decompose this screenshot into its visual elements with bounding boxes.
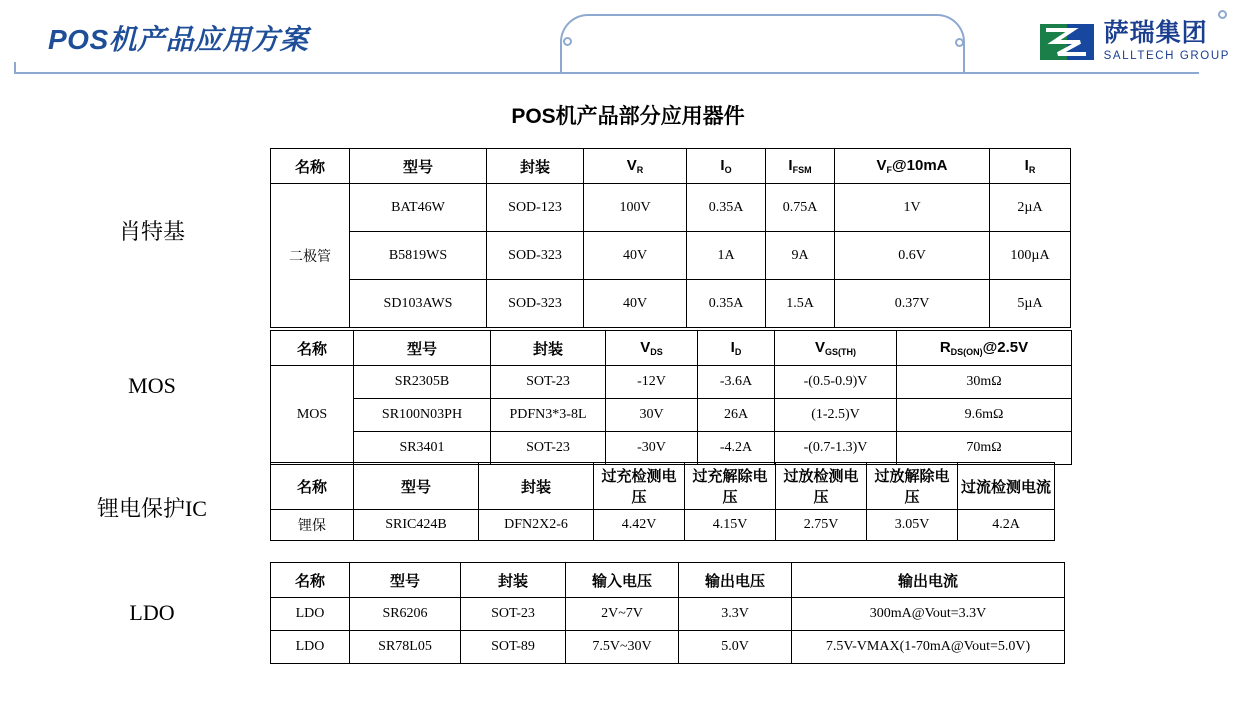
mos-table-wrapper [270, 330, 1072, 465]
cell-io: 1A [687, 232, 766, 280]
bms-table [270, 462, 1055, 541]
cell-output-voltage: 5.0V [679, 631, 792, 664]
company-logo [1038, 20, 1230, 64]
cell-input-voltage: 2V~7V [566, 598, 679, 631]
cell-name: 锂保 [271, 510, 354, 541]
col-header-overcharge-release: 过充解除电压 [685, 463, 776, 510]
cell-name: LDO [271, 631, 350, 664]
table-header-row [271, 563, 1065, 598]
cell-overdischarge-release: 3.05V [867, 510, 958, 541]
logo-company-name-cn: 萨瑞集团 [1103, 19, 1208, 48]
table-row [271, 280, 1071, 328]
section-label-schottky: 肖特基 [118, 219, 185, 244]
section-label-ldo: LDO [129, 600, 175, 625]
cell-model: SRIC424B [354, 510, 479, 541]
table-row [271, 184, 1071, 232]
col-header-model: 型号 [350, 563, 461, 598]
cell-id: -3.6A [698, 366, 775, 399]
ldo-table-wrapper [270, 562, 1065, 664]
cell-input-voltage: 7.5V~30V [566, 631, 679, 664]
col-header-name: 名称 [271, 331, 354, 366]
bms-table-wrapper [270, 462, 1055, 541]
table-row [271, 510, 1055, 541]
cell-package: SOT-89 [461, 631, 566, 664]
col-header-overcurrent-detect: 过流检测电流 [958, 463, 1055, 510]
cell-vf: 1V [835, 184, 990, 232]
cell-vf: 0.6V [835, 232, 990, 280]
section-label-bms: 锂电保护IC [96, 496, 207, 521]
cell-rds: 30mΩ [897, 366, 1072, 399]
col-header-package: 封装 [491, 331, 606, 366]
col-header-name: 名称 [271, 563, 350, 598]
table-row [271, 631, 1065, 664]
cell-vr: 100V [584, 184, 687, 232]
cell-package: SOT-23 [491, 432, 606, 465]
col-header-vr: $V_R$ [584, 149, 687, 184]
col-header-output-current: 输出电流 [792, 563, 1065, 598]
cell-package: SOD-123 [487, 184, 584, 232]
cell-package: SOT-23 [491, 366, 606, 399]
table-row [271, 366, 1072, 399]
col-header-package: 封装 [461, 563, 566, 598]
group-label-mos: MOS [271, 366, 354, 465]
mos-table [270, 330, 1072, 465]
cell-vds: -30V [606, 432, 698, 465]
cell-ifsm: 9A [766, 232, 835, 280]
arc-dot-left-icon [563, 37, 572, 46]
cell-vgs: (1-2.5)V [775, 399, 897, 432]
col-header-input-voltage: 输入电压 [566, 563, 679, 598]
arc-dot-right-icon [955, 38, 964, 47]
col-header-vf: $V_F@10mA$ [835, 149, 990, 184]
cell-output-current: 300mA@Vout=3.3V [792, 598, 1065, 631]
cell-vds: -12V [606, 366, 698, 399]
section-label-mos: MOS [128, 373, 176, 398]
cell-io: 0.35A [687, 184, 766, 232]
col-header-vds: $V_{DS}$ [606, 331, 698, 366]
group-label-diode: 二极管 [271, 184, 350, 328]
table-row [271, 598, 1065, 631]
cell-package: SOD-323 [487, 280, 584, 328]
cell-model: SR78L05 [350, 631, 461, 664]
col-header-package: 封装 [487, 149, 584, 184]
header-divider-cap [14, 62, 16, 74]
cell-model: SR3401 [354, 432, 491, 465]
cell-vr: 40V [584, 280, 687, 328]
table-row [271, 399, 1072, 432]
schottky-table-wrapper [270, 148, 1071, 328]
col-header-output-voltage: 输出电压 [679, 563, 792, 598]
col-header-ir: $I_R$ [990, 149, 1071, 184]
schottky-table [270, 148, 1071, 328]
cell-rds: 9.6mΩ [897, 399, 1072, 432]
col-header-model: 型号 [354, 331, 491, 366]
table-header-row [271, 331, 1072, 366]
page-header [0, 0, 1256, 86]
col-header-id: $I_D$ [698, 331, 775, 366]
cell-ifsm: 0.75A [766, 184, 835, 232]
col-header-overdischarge-detect: 过放检测电压 [776, 463, 867, 510]
cell-rds: 70mΩ [897, 432, 1072, 465]
cell-package: PDFN3*3-8L [491, 399, 606, 432]
cell-overcharge-release: 4.15V [685, 510, 776, 541]
cell-output-current: 7.5V-VMAX(1-70mA@Vout=5.0V) [792, 631, 1065, 664]
col-header-io: $I_O$ [687, 149, 766, 184]
cell-model: SR100N03PH [354, 399, 491, 432]
cell-vf: 0.37V [835, 280, 990, 328]
col-header-vgsth: $V_{GS(TH)}$ [775, 331, 897, 366]
table-row [271, 432, 1072, 465]
table-header-row [271, 149, 1071, 184]
cell-output-voltage: 3.3V [679, 598, 792, 631]
col-header-ifsm: $I_{FSM}$ [766, 149, 835, 184]
col-header-name: 名称 [271, 149, 350, 184]
cell-model: B5819WS [350, 232, 487, 280]
header-arc-decoration [560, 14, 965, 74]
page-title: POS机产品应用方案 [48, 24, 309, 55]
cell-io: 0.35A [687, 280, 766, 328]
cell-package: DFN2X2-6 [479, 510, 594, 541]
cell-id: -4.2A [698, 432, 775, 465]
col-header-model: 型号 [350, 149, 487, 184]
cell-vgs: -(0.7-1.3)V [775, 432, 897, 465]
cell-package: SOD-323 [487, 232, 584, 280]
cell-ir: 2µA [990, 184, 1071, 232]
cell-model: SR6206 [350, 598, 461, 631]
logo-mark-icon [1038, 20, 1096, 64]
cell-model: SD103AWS [350, 280, 487, 328]
cell-name: LDO [271, 598, 350, 631]
cell-model: SR2305B [354, 366, 491, 399]
col-header-overdischarge-release: 过放解除电压 [867, 463, 958, 510]
table-row [271, 232, 1071, 280]
ldo-table [270, 562, 1065, 664]
col-header-overcharge-detect: 过充检测电压 [594, 463, 685, 510]
col-header-name: 名称 [271, 463, 354, 510]
content-title: POS机产品部分应用器件 [511, 105, 745, 128]
cell-id: 26A [698, 399, 775, 432]
cell-vr: 40V [584, 232, 687, 280]
cell-ir: 100µA [990, 232, 1071, 280]
col-header-rdson: $R_{DS(ON)}@2.5V$ [897, 331, 1072, 366]
cell-overdischarge-detect: 2.75V [776, 510, 867, 541]
table-header-row [271, 463, 1055, 510]
arc-dot-corner-icon [1218, 10, 1227, 19]
logo-company-name-en: SALLTECH GROUP [1103, 50, 1230, 63]
cell-model: BAT46W [350, 184, 487, 232]
cell-ifsm: 1.5A [766, 280, 835, 328]
cell-package: SOT-23 [461, 598, 566, 631]
cell-overcharge-detect: 4.42V [594, 510, 685, 541]
cell-overcurrent-detect: 4.2A [958, 510, 1055, 541]
cell-vds: 30V [606, 399, 698, 432]
cell-ir: 5µA [990, 280, 1071, 328]
col-header-package: 封装 [479, 463, 594, 510]
cell-vgs: -(0.5-0.9)V [775, 366, 897, 399]
col-header-model: 型号 [354, 463, 479, 510]
